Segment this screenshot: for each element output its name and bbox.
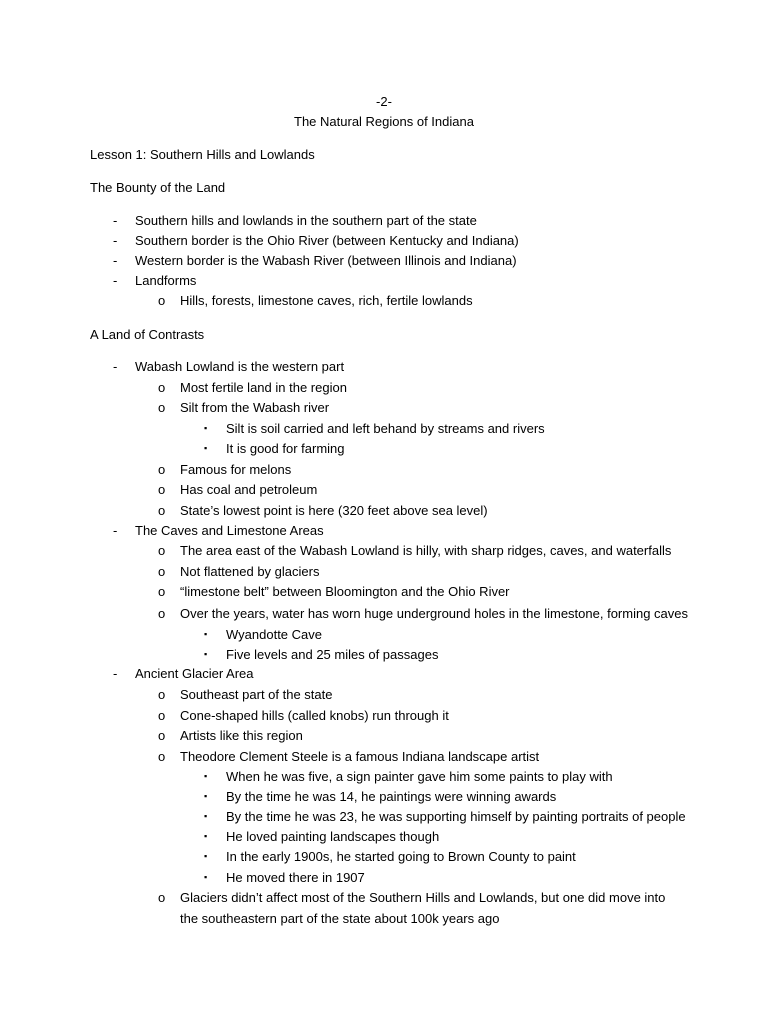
section-heading-contrasts: A Land of Contrasts bbox=[90, 327, 205, 342]
square-marker: ▪ bbox=[204, 851, 208, 861]
circle-marker: o bbox=[158, 584, 166, 599]
circle-marker: o bbox=[158, 293, 166, 308]
circle-marker: o bbox=[158, 749, 166, 764]
page-number: -2- bbox=[376, 94, 392, 109]
lesson-heading: Lesson 1: Southern Hills and Lowlands bbox=[90, 147, 315, 162]
circle-marker: o bbox=[158, 380, 166, 395]
square-marker: ▪ bbox=[204, 771, 208, 781]
dash-marker: - bbox=[113, 523, 118, 538]
circle-marker: o bbox=[158, 482, 166, 497]
square-marker: ▪ bbox=[204, 811, 208, 821]
dash-marker: - bbox=[113, 213, 118, 228]
circle-marker: o bbox=[158, 606, 166, 621]
square-marker: ▪ bbox=[204, 443, 208, 453]
circle-marker: o bbox=[158, 708, 166, 723]
dash-marker: - bbox=[113, 359, 118, 374]
document-title: The Natural Regions of Indiana bbox=[294, 114, 474, 129]
square-marker: ▪ bbox=[204, 831, 208, 841]
circle-marker: o bbox=[158, 400, 166, 415]
circle-marker: o bbox=[158, 687, 166, 702]
section-heading-bounty: The Bounty of the Land bbox=[90, 180, 226, 195]
square-marker: ▪ bbox=[204, 629, 208, 639]
square-marker: ▪ bbox=[204, 791, 208, 801]
square-marker: ▪ bbox=[204, 649, 208, 659]
square-marker: ▪ bbox=[204, 872, 208, 882]
circle-marker: o bbox=[158, 462, 166, 477]
dash-marker: - bbox=[113, 253, 118, 268]
circle-marker: o bbox=[158, 890, 166, 905]
document-page: -2- The Natural Regions of Indiana Lesson 1: Southern Hills and Lowlands The Bounty of the Land - Southern hills and lowlands in the southern part of the state - Southern border is the Ohio River (between Kentucky and Indiana) - Western border is the Wabash River (between Illinois and Indiana) - Landforms o Hills, forests, limestone caves, rich, fertile lowlands A Land of Contrasts - Wabash Lowland is the western part o Most fertile land in the region o Silt from the Wabash river ▪ Silt is soil carried and left behand by streams and rivers ▪ It is good for farming o Famous for melons o Has coal and petroleum o State’s lowest point is here (320 feet above sea level) - The Caves and Limestone Areas o The area east of the Wabash Lowland is hilly, with sharp ridges, caves, and waterfalls o Not flattened by glaciers o “limestone belt” between Bloomington and the Ohio River o Over the years, water has worn huge underground holes in the limestone, forming caves ▪ Wyandotte Cave ▪ Five levels and 25 miles of passages - Ancient Glacier Area o Southeast part of the state o Cone-shaped hills (called knobs) run through it o Artists like this region o Theodore Clement Steele is a famous Indiana landscape artist ▪ When he was five, a sign painter gave him some paints to play with ▪ By the time he was 14, he paintings were winning awards ▪ By the time he was 23, he was supporting himself by painting portraits of people ▪ He loved painting landscapes though ▪ In the early 1900s, he started going to Brown County to paint ▪ He moved there in 1907 o Glaciers didn’t affect most of the Southern Hills and Lowlands, but one did move into the southeastern part of the state about 100k years ago bbox=[0, 0, 768, 1024]
circle-marker: o bbox=[158, 728, 166, 743]
circle-marker: o bbox=[158, 543, 166, 558]
dash-marker: - bbox=[113, 666, 118, 681]
dash-marker: - bbox=[113, 273, 118, 288]
square-marker: ▪ bbox=[204, 423, 208, 433]
circle-marker: o bbox=[158, 564, 166, 579]
circle-marker: o bbox=[158, 503, 166, 518]
dash-marker: - bbox=[113, 233, 118, 248]
